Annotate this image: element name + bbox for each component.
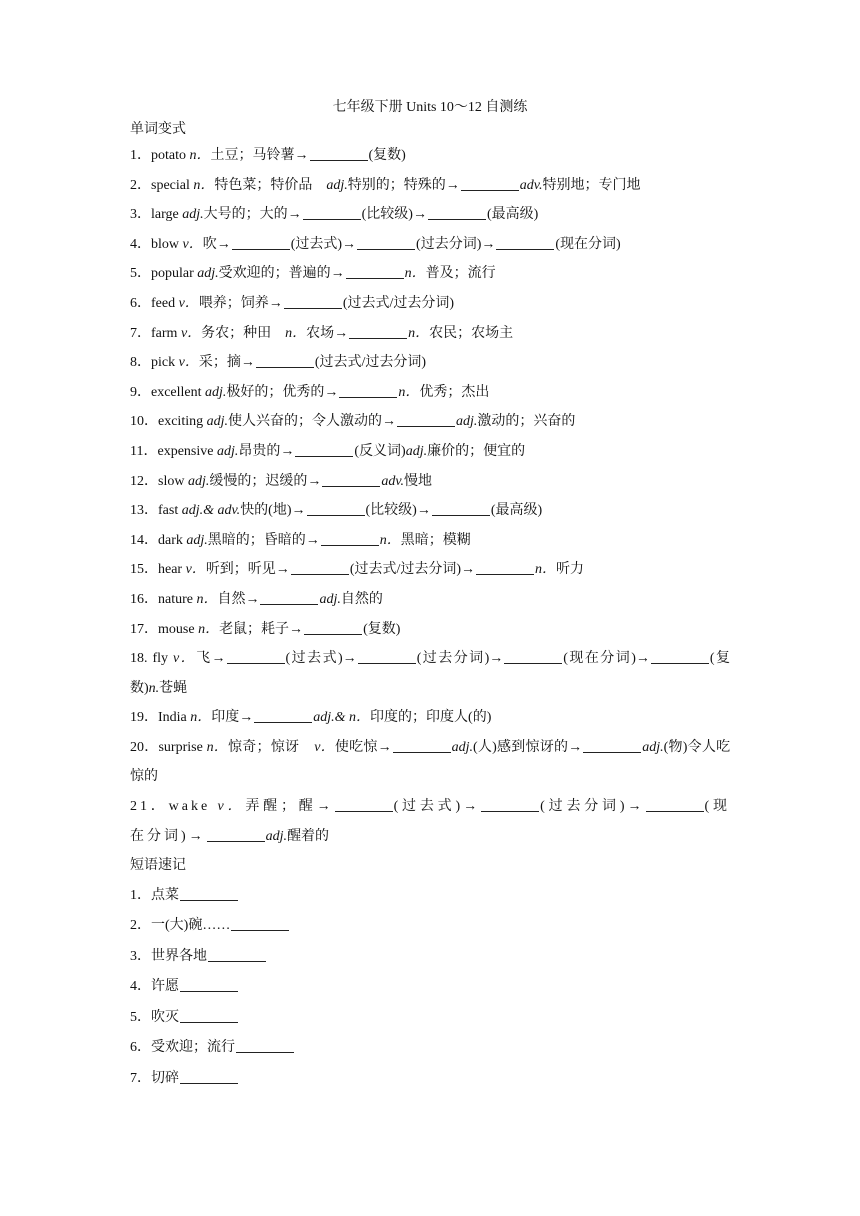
answer-blank[interactable] bbox=[432, 501, 490, 516]
list-item: 7．切碎 bbox=[130, 1064, 730, 1095]
answer-blank[interactable] bbox=[496, 235, 554, 250]
list-item: 20．surprise n．惊奇；惊讶 v．使吃惊→ adj.(人)感到惊讶的→ adj.(物)令人吃惊的 bbox=[130, 739, 731, 785]
list-item: 16．nature n．自然→ adj.自然的 bbox=[130, 591, 383, 607]
answer-blank[interactable] bbox=[335, 797, 393, 812]
answer-blank[interactable] bbox=[481, 797, 539, 812]
answer-blank[interactable] bbox=[260, 590, 318, 605]
list-item: 4．许愿 bbox=[130, 972, 730, 1003]
list-item: 2．一(大)碗…… bbox=[130, 911, 730, 942]
list-item: 3．世界各地 bbox=[130, 942, 730, 973]
list-item: 12．slow adj.缓慢的；迟缓的→ adv.慢地 bbox=[130, 473, 433, 489]
answer-blank[interactable] bbox=[651, 649, 709, 664]
list-item: 3．large adj.大号的；大的→ (比较级)→ (最高级) bbox=[130, 207, 539, 223]
list-item: 1．potato n．土豆；马铃薯→ (复数) bbox=[130, 148, 406, 163]
answer-blank[interactable] bbox=[236, 1038, 294, 1053]
answer-blank[interactable] bbox=[180, 1008, 238, 1023]
list-item: 21．wake v．弄醒；醒→ (过去式)→ (过去分词)→ (现在分词)→ adj.醒着的 bbox=[130, 799, 731, 844]
worksheet-page bbox=[130, 97, 730, 1094]
list-item: 13．fast adj.& adv.快的(地)→ (比较级)→ (最高级) bbox=[130, 503, 543, 519]
answer-blank[interactable] bbox=[476, 560, 534, 575]
answer-blank[interactable] bbox=[646, 797, 704, 812]
answer-blank[interactable] bbox=[256, 353, 314, 368]
answer-blank[interactable] bbox=[295, 442, 353, 457]
answer-blank[interactable] bbox=[397, 412, 455, 427]
list-item: 1．点菜 bbox=[130, 881, 730, 912]
answer-blank[interactable] bbox=[208, 947, 266, 962]
list-item: 17．mouse n．老鼠；耗子→ (复数) bbox=[130, 621, 401, 637]
answer-blank[interactable] bbox=[583, 738, 641, 753]
answer-blank[interactable] bbox=[231, 916, 289, 931]
answer-blank[interactable] bbox=[358, 649, 416, 664]
answer-blank[interactable] bbox=[310, 146, 368, 161]
answer-blank[interactable] bbox=[428, 205, 486, 220]
answer-blank[interactable] bbox=[303, 205, 361, 220]
list-item: 6．受欢迎；流行 bbox=[130, 1033, 730, 1064]
list-item: 4．blow v．吹→ (过去式)→ (过去分词)→ (现在分词) bbox=[130, 236, 621, 252]
list-item: 5．吹灭 bbox=[130, 1003, 730, 1034]
answer-blank[interactable] bbox=[321, 531, 379, 546]
list-item: 15．hear v．听到；听见→ (过去式/过去分词)→ n．听力 bbox=[130, 562, 585, 578]
answer-blank[interactable] bbox=[346, 264, 404, 279]
answer-blank[interactable] bbox=[357, 235, 415, 250]
answer-blank[interactable] bbox=[207, 827, 265, 842]
list-item: 9．excellent adj.极好的；优秀的→ n．优秀；杰出 bbox=[130, 384, 490, 400]
page-title: 七年级下册 Units 10～12 自测练 bbox=[332, 100, 528, 115]
list-item: 11．expensive adj.昂贵的→ (反义词)adj.廉价的；便宜的 bbox=[130, 443, 526, 459]
list-item: 10．exciting adj.使人兴奋的；令人激动的→ adj.激动的；兴奋的 bbox=[130, 414, 576, 430]
list-item: 6．feed v．喂养；饲养→ (过去式/过去分词) bbox=[130, 295, 455, 311]
section-heading-phrases: 短语速记 bbox=[130, 858, 186, 874]
answer-blank[interactable] bbox=[284, 294, 342, 309]
list-item: 2．special n．特色菜；特价品 adj.特别的；特殊的→ adv.特别地；专门地 bbox=[130, 177, 641, 193]
section-heading-word-forms: 单词变式 bbox=[130, 122, 186, 137]
answer-blank[interactable] bbox=[393, 738, 451, 753]
answer-blank[interactable] bbox=[180, 1069, 238, 1084]
answer-blank[interactable] bbox=[180, 977, 238, 992]
answer-blank[interactable] bbox=[339, 383, 397, 398]
answer-blank[interactable] bbox=[232, 235, 290, 250]
list-item: 7．farm v．务农；种田 n．农场→ n．农民；农场主 bbox=[130, 325, 514, 341]
phrases-list bbox=[130, 881, 730, 1095]
list-item: 8．pick v．采；摘→ (过去式/过去分词) bbox=[130, 355, 427, 371]
answer-blank[interactable] bbox=[227, 649, 285, 664]
answer-blank[interactable] bbox=[180, 886, 238, 901]
list-item: 19．India n．印度→ adj.& n．印度的；印度人(的) bbox=[130, 710, 492, 726]
answer-blank[interactable] bbox=[291, 560, 349, 575]
list-item: 5．popular adj.受欢迎的；普遍的→ n．普及；流行 bbox=[130, 266, 496, 282]
answer-blank[interactable] bbox=[349, 324, 407, 339]
answer-blank[interactable] bbox=[254, 708, 312, 723]
list-item: 18. fly v．飞→ (过去式)→ (过去分词)→ (现在分词)→ (复数)n.苍蝇 bbox=[130, 651, 730, 696]
list-item: 14．dark adj.黑暗的；昏暗的→ n．黑暗；模糊 bbox=[130, 532, 471, 548]
answer-blank[interactable] bbox=[304, 620, 362, 635]
answer-blank[interactable] bbox=[461, 176, 519, 191]
word-forms-list bbox=[130, 141, 730, 851]
answer-blank[interactable] bbox=[504, 649, 562, 664]
answer-blank[interactable] bbox=[322, 472, 380, 487]
answer-blank[interactable] bbox=[307, 501, 365, 516]
